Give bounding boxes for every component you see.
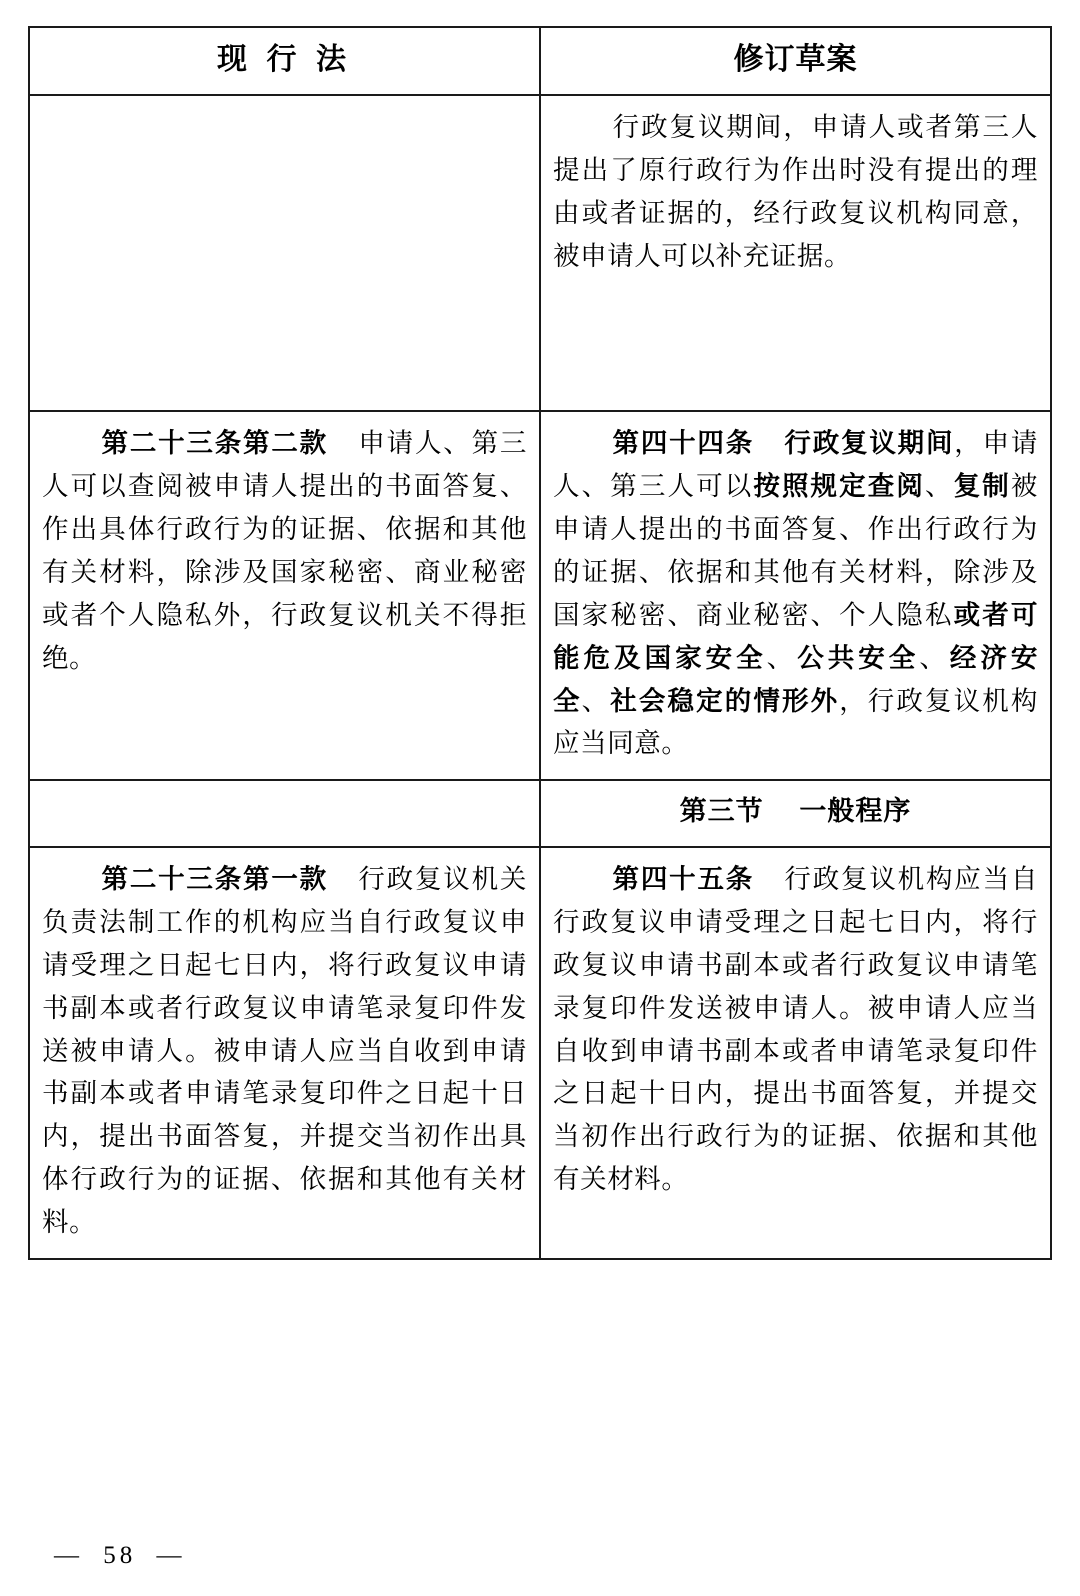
cell-revision-article-44 [540,411,1051,780]
table-header-revision-draft [540,27,1051,95]
table-header-row [29,27,1051,95]
header-label-right: 修订草案 [733,43,858,76]
cell-current-law-empty [29,95,540,411]
table-header-current-law [29,27,540,95]
table-row [29,95,1051,411]
paragraph-text: 第四十五条 行政复议机构应当自行政复议申请受理之日起七日内，将行政复议申请书副本或者行政复议申请笔录复印件发送被申请人。被申请人应当自收到申请书副本或者申请笔录复印件之日起十日内，提出书面答复，并提交当初作出行政行为的证据、依据和其他有关材料。 [553,863,1038,1195]
table-row [29,780,1051,847]
law-comparison-table [28,26,1052,1260]
paragraph-text: 第二十三条第二款 申请人、第三人可以查阅被申请人提出的书面答复、作出具体行政行为的证据、依据和其他有关材料，除涉及国家秘密、商业秘密或者个人隐私外，行政复议机关不得拒绝。 [42,428,527,673]
paragraph-text: 第四十四条 行政复议期间，申请人、第三人可以按照规定查阅、复制被申请人提出的书面答复、作出行政行为的证据、依据和其他有关材料，除涉及国家秘密、商业秘密、个人隐私或者可能危及国家安全、公共安全、经济安全、社会稳定的情形外，行政复议机构应当同意。 [553,428,1039,759]
table-row [29,411,1051,780]
cell-revision-section-heading [540,780,1051,847]
page-footer [0,1542,1080,1570]
header-label-left: 现 行 法 [217,43,352,76]
cell-revision-article-45 [540,847,1051,1259]
cell-revision-supplement-evidence [540,95,1051,411]
section-heading-label: 第三节 一般程序 [679,796,912,827]
paragraph-text: 第二十三条第一款 行政复议机关负责法制工作的机构应当自行政复议申请受理之日起七日内，将行政复议申请书副本或者行政复议申请笔录复印件发送被申请人。被申请人应当自收到申请书副本或者申请笔录复印件之日起十日内，提出书面答复，并提交当初作出具体行政行为的证据、依据和其他有关材料。 [42,863,527,1238]
footer-dash-right: — [156,1542,186,1569]
cell-current-law-empty [29,780,540,847]
paragraph-text: 行政复议期间，申请人或者第三人提出了原行政行为作出时没有提出的理由或者证据的，经行政复议机构同意，被申请人可以补充证据。 [553,112,1038,271]
cell-current-law-article-23-1 [29,847,540,1259]
footer-dash-left: — [54,1542,83,1569]
table-row [29,847,1051,1259]
page-number: 58 [103,1542,137,1569]
cell-current-law-article-23-2 [29,411,540,780]
